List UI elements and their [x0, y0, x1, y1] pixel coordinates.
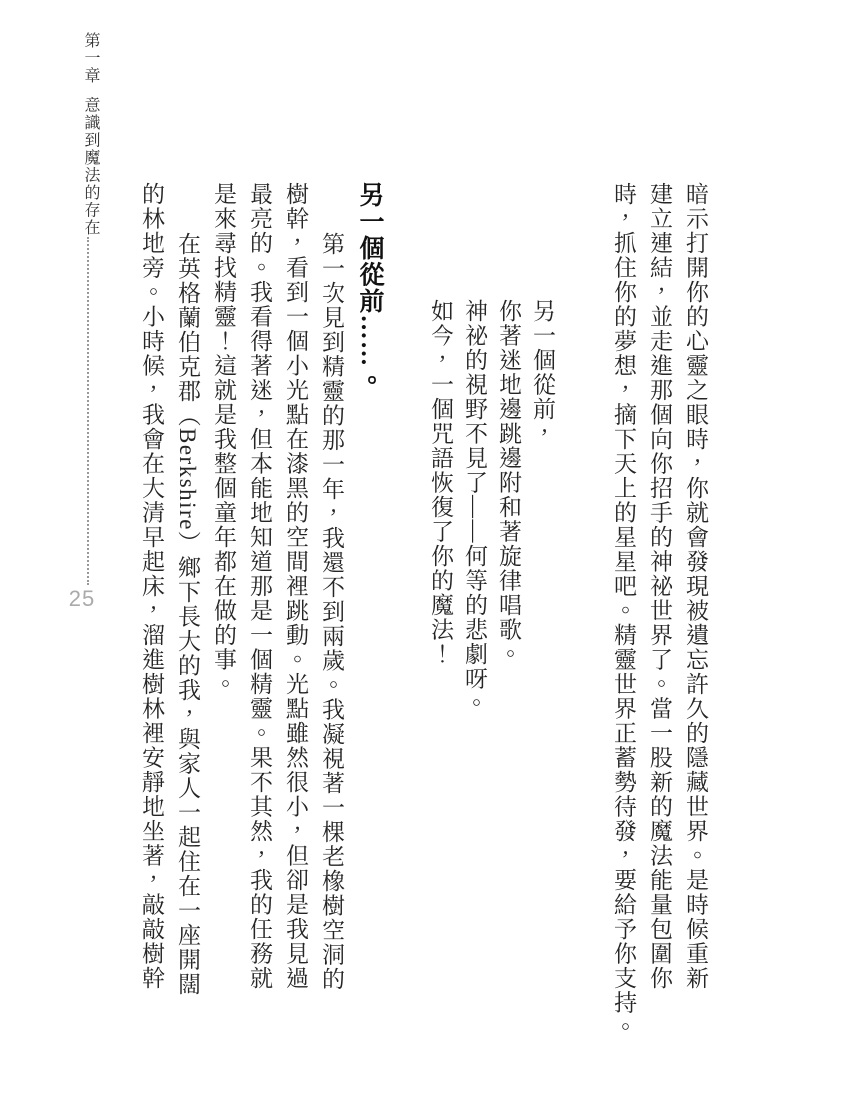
text-column: 樹幹，看到一個小光點在漆黑的空間裡跳動。光點雖然很小，但卻是我見過 [283, 182, 308, 991]
text-column: 暗示打開你的心靈之眼時，你就會發現被遺忘許久的隱藏世界。是時候重新 [683, 182, 708, 991]
main-text [133, 182, 713, 1040]
running-head [79, 32, 101, 237]
text-column: 的林地旁。小時候，我會在大清早起床，溜進樹林裡安靜地坐著，敲敲樹幹 [139, 182, 164, 991]
section-heading: 另一個從前……。 [356, 182, 383, 394]
text-column: 最亮的。我看得著迷，但本能地知道那是一個精靈。果不其然，我的任務就 [247, 182, 272, 991]
text-column: 在英格蘭伯克郡（Berkshire）鄉下長大的我，與家人一起住在一座開闊 [175, 231, 200, 997]
text-column: 如今，一個咒語恢復了你的魔法！ [428, 298, 453, 667]
dotted-rule [87, 237, 89, 585]
text-column: 是來尋找精靈！這就是我整個童年都在做的事。 [211, 182, 236, 697]
text-column: 另一個從前， [530, 298, 555, 446]
text-column: 神祕的視野不見了——何等的悲劇呀。 [462, 298, 487, 716]
text-column: 你著迷地邊跳邊附和著旋律唱歌。 [496, 298, 521, 667]
chapter-title: 意識到魔法的存在 [82, 96, 99, 237]
text-column: 第一次見到精靈的那一年，我還不到兩歲。我凝視著一棵老橡樹空洞的 [319, 231, 344, 992]
text-column: 時，抓住你的夢想，摘下天上的星星吧。精靈世界正蓄勢待發，要給予你支持。 [611, 182, 636, 1040]
left-margin [0, 0, 130, 1099]
text-column: 建立連結，並走進那個向你招手的神祕世界了。當一股新的魔法能量包圍你 [647, 182, 672, 991]
chapter-number: 第一章 [82, 32, 99, 85]
page-number: 25 [68, 586, 96, 611]
